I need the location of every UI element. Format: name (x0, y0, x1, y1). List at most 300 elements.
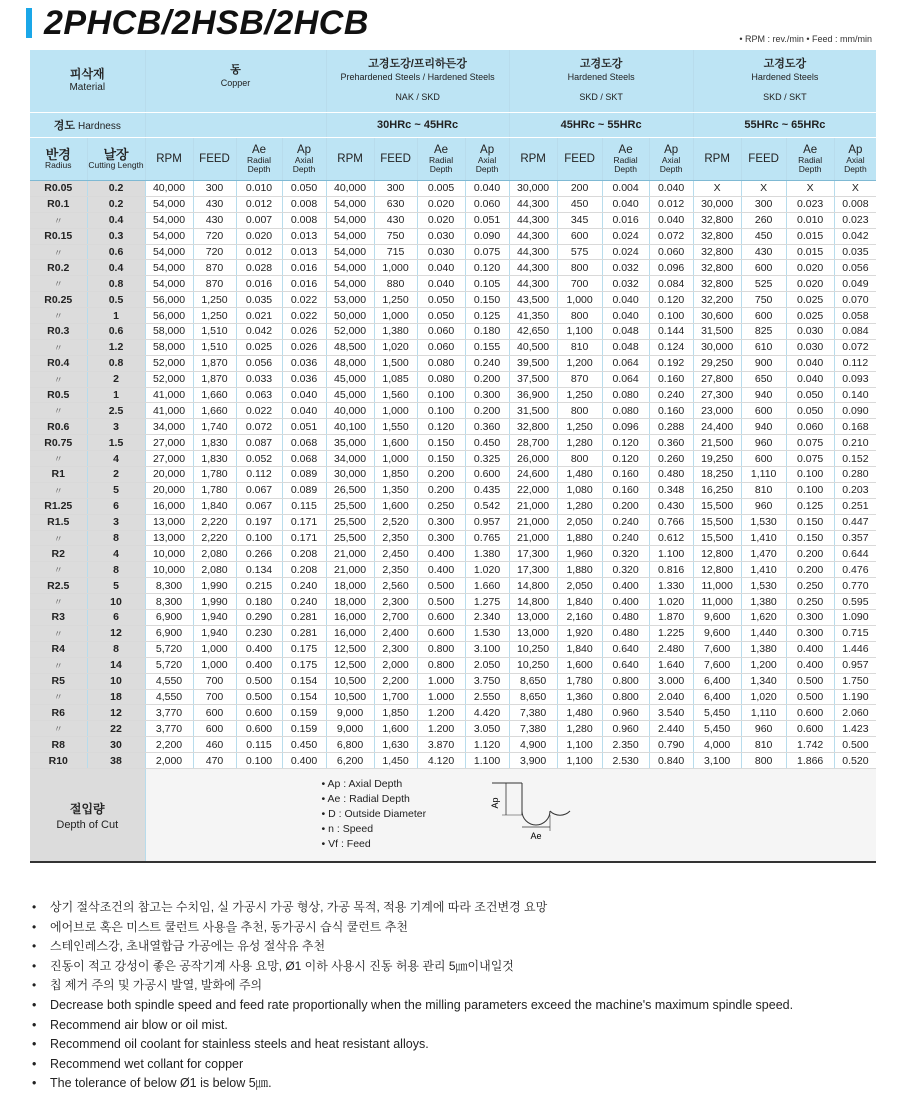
value-cell: 2,700 (374, 610, 417, 626)
value-cell: 24,400 (693, 419, 741, 435)
value-cell: 0.400 (602, 578, 649, 594)
value-cell: 0.100 (417, 387, 465, 403)
value-cell: 0.140 (834, 387, 876, 403)
value-cell: 0.180 (465, 324, 509, 340)
table-row (30, 196, 876, 212)
table-row (30, 260, 876, 276)
value-cell: 1.275 (465, 594, 509, 610)
value-cell: 800 (557, 308, 602, 324)
value-cell: 4.120 (417, 753, 465, 769)
ap-header (465, 138, 509, 181)
radius-cell: R10 (30, 753, 87, 769)
ap-header-label: Ap (664, 143, 679, 156)
note-item: • The tolerance of below Ø1 is below 5㎛. (30, 1074, 793, 1094)
value-cell: 1,660 (193, 387, 236, 403)
note-item: • Recommend oil coolant for stainless steels and heat resistant alloys. (30, 1035, 793, 1055)
value-cell: 0.159 (282, 721, 326, 737)
note-item: • 에어브로 혹은 미스트 쿨런트 사용을 추천, 동가공시 습식 쿨런트 추천 (30, 918, 547, 938)
value-cell: 41,350 (509, 308, 557, 324)
value-cell: 5,720 (145, 657, 193, 673)
radius-cell: R0.75 (30, 435, 87, 451)
value-cell: 300 (193, 181, 236, 197)
value-cell: 0.500 (786, 673, 834, 689)
depth-legend (322, 777, 427, 852)
length-cell: 6 (87, 498, 145, 514)
value-cell: 1,020 (741, 689, 786, 705)
value-cell: 18,250 (693, 467, 741, 483)
ae-header-label: Ae (803, 143, 818, 156)
length-cell: 38 (87, 753, 145, 769)
value-cell: 5,450 (693, 721, 741, 737)
value-cell: 1,960 (557, 546, 602, 562)
value-cell: 0.240 (649, 387, 693, 403)
rpm-header-label: RPM (520, 152, 546, 165)
radius-cell: R0.05 (30, 181, 87, 197)
value-cell: 1,200 (741, 657, 786, 673)
value-cell: 0.090 (834, 403, 876, 419)
value-cell: 31,500 (509, 403, 557, 419)
radius-cell: 〃 (30, 244, 87, 260)
value-cell: 39,500 (509, 355, 557, 371)
value-cell: 0.175 (282, 657, 326, 673)
value-cell: 450 (741, 228, 786, 244)
table-row (30, 594, 876, 610)
rpm-header (326, 138, 374, 181)
title-accent-bar (26, 8, 32, 38)
value-cell: 0.160 (602, 482, 649, 498)
value-cell: 0.120 (417, 419, 465, 435)
hardness-range-0 (145, 113, 326, 138)
radius-cell: 〃 (30, 657, 87, 673)
value-cell: 0.500 (417, 578, 465, 594)
length-cell: 4 (87, 451, 145, 467)
value-cell: 50,000 (326, 308, 374, 324)
value-cell: 13,000 (509, 625, 557, 641)
radius-cell: R0.3 (30, 324, 87, 340)
value-cell: 0.052 (236, 451, 282, 467)
value-cell: 0.020 (417, 212, 465, 228)
value-cell: 600 (741, 308, 786, 324)
radius-cell: R0.25 (30, 292, 87, 308)
value-cell: 0.640 (602, 657, 649, 673)
value-cell: 11,000 (693, 578, 741, 594)
value-cell: 0.400 (602, 594, 649, 610)
length-cell: 14 (87, 657, 145, 673)
value-cell: 12,500 (326, 657, 374, 673)
value-cell: 0.192 (649, 355, 693, 371)
value-cell: 16,000 (326, 610, 374, 626)
table-row (30, 530, 876, 546)
table-row (30, 673, 876, 689)
value-cell: 13,000 (145, 530, 193, 546)
value-cell: 0.150 (786, 530, 834, 546)
hardness-range-3: 55HRc ~ 65HRc (693, 113, 876, 138)
value-cell: 0.060 (786, 419, 834, 435)
value-cell: 7,600 (693, 657, 741, 673)
value-cell: 20,000 (145, 482, 193, 498)
value-cell: 54,000 (145, 212, 193, 228)
value-cell: 0.542 (465, 498, 509, 514)
value-cell: 0.500 (786, 689, 834, 705)
value-cell: 1,480 (557, 467, 602, 483)
depth-ko: 절입량 (69, 802, 105, 817)
value-cell: 0.067 (236, 482, 282, 498)
length-cell: 0.8 (87, 276, 145, 292)
table-row (30, 355, 876, 371)
length-cell: 0.2 (87, 196, 145, 212)
length-ko: 날장 (103, 146, 129, 162)
value-cell: 14,800 (509, 594, 557, 610)
feed-header-label: FEED (380, 152, 411, 165)
table-row (30, 435, 876, 451)
value-cell: 30,000 (509, 181, 557, 197)
value-cell: 8,650 (509, 689, 557, 705)
value-cell: 1.200 (417, 721, 465, 737)
ae-header-sub: Radial Depth (613, 154, 638, 175)
value-cell: 0.100 (786, 467, 834, 483)
value-cell: 1.660 (465, 578, 509, 594)
value-cell: 12,800 (693, 546, 741, 562)
value-cell: 4,550 (145, 673, 193, 689)
value-cell: 0.100 (236, 530, 282, 546)
rpm-header-label: RPM (156, 152, 182, 165)
value-cell: 0.600 (236, 705, 282, 721)
value-cell: 16,000 (326, 625, 374, 641)
value-cell: 0.025 (236, 339, 282, 355)
length-cell: 1 (87, 387, 145, 403)
value-cell: 13,000 (145, 514, 193, 530)
length-cell: 6 (87, 610, 145, 626)
value-cell: 0.281 (282, 625, 326, 641)
value-cell: 0.015 (786, 244, 834, 260)
value-cell: 1.380 (465, 546, 509, 562)
value-cell: 1,850 (374, 705, 417, 721)
value-cell: 0.020 (417, 196, 465, 212)
group-spec: SKD / SKT (763, 92, 807, 103)
material-en: Material (69, 82, 106, 94)
table-row (30, 292, 876, 308)
hardness-en: Hardness (78, 121, 121, 132)
length-cell: 0.6 (87, 244, 145, 260)
value-cell: 0.447 (834, 514, 876, 530)
value-cell: 0.600 (417, 610, 465, 626)
value-cell: 5,450 (693, 705, 741, 721)
value-cell: 7,380 (509, 705, 557, 721)
value-cell: 0.040 (602, 196, 649, 212)
value-cell: 2,300 (374, 641, 417, 657)
value-cell: 0.008 (282, 196, 326, 212)
value-cell: 0.250 (786, 578, 834, 594)
table-row (30, 467, 876, 483)
radius-cell: R1 (30, 467, 87, 483)
value-cell: 1,250 (193, 292, 236, 308)
table-row (30, 482, 876, 498)
length-cell: 0.4 (87, 260, 145, 276)
value-cell: 0.520 (834, 753, 876, 769)
value-cell: 1.870 (649, 610, 693, 626)
radius-cell: 〃 (30, 212, 87, 228)
ae-header-sub: Radial Depth (798, 154, 823, 175)
value-cell: 8,300 (145, 594, 193, 610)
group-header-1 (326, 50, 509, 113)
value-cell: 1,085 (374, 371, 417, 387)
value-cell: 1,990 (193, 578, 236, 594)
value-cell: 54,000 (326, 228, 374, 244)
ap-header-label: Ap (848, 143, 863, 156)
value-cell: 0.500 (417, 594, 465, 610)
value-cell: 41,000 (145, 387, 193, 403)
value-cell: 0.171 (282, 530, 326, 546)
value-cell: 0.040 (417, 276, 465, 292)
value-cell: 0.480 (602, 610, 649, 626)
value-cell: 16,250 (693, 482, 741, 498)
value-cell: 3.000 (649, 673, 693, 689)
value-cell: 0.087 (236, 435, 282, 451)
value-cell: 0.048 (602, 339, 649, 355)
value-cell: 1,360 (557, 689, 602, 705)
value-cell: 0.250 (786, 594, 834, 610)
value-cell: 0.072 (834, 339, 876, 355)
length-cell: 22 (87, 721, 145, 737)
value-cell: 0.040 (282, 403, 326, 419)
value-cell: 1.640 (649, 657, 693, 673)
value-cell: 0.357 (834, 530, 876, 546)
value-cell: 600 (557, 228, 602, 244)
length-cell: 0.8 (87, 355, 145, 371)
value-cell: 0.960 (602, 705, 649, 721)
value-cell: 870 (557, 371, 602, 387)
value-cell: 1,280 (557, 435, 602, 451)
value-cell: 54,000 (326, 196, 374, 212)
value-cell: 2,200 (145, 737, 193, 753)
value-cell: 0.036 (282, 355, 326, 371)
value-cell: 35,000 (326, 435, 374, 451)
value-cell: 0.300 (417, 530, 465, 546)
value-cell: 41,000 (145, 403, 193, 419)
feed-header (557, 138, 602, 181)
value-cell: 880 (374, 276, 417, 292)
value-cell: 30,000 (693, 196, 741, 212)
value-cell: 52,000 (145, 355, 193, 371)
value-cell: 1,000 (557, 292, 602, 308)
value-cell: 1.742 (786, 737, 834, 753)
group-ko: 동 (230, 64, 241, 76)
value-cell: 0.115 (282, 498, 326, 514)
ae-header (786, 138, 834, 181)
value-cell: 2,000 (145, 753, 193, 769)
value-cell: 1,600 (374, 721, 417, 737)
value-cell: 0.300 (786, 625, 834, 641)
value-cell: 16,000 (145, 498, 193, 514)
value-cell: 0.215 (236, 578, 282, 594)
value-cell: 52,000 (145, 371, 193, 387)
value-cell: 0.200 (417, 482, 465, 498)
value-cell: 960 (741, 435, 786, 451)
value-cell: 1,250 (557, 419, 602, 435)
value-cell: 1,280 (557, 498, 602, 514)
radius-cell: R8 (30, 737, 87, 753)
ap-header (834, 138, 876, 181)
value-cell: 0.056 (236, 355, 282, 371)
value-cell: 40,000 (145, 181, 193, 197)
value-cell: 0.008 (282, 212, 326, 228)
value-cell: 2.040 (649, 689, 693, 705)
value-cell: 13,000 (509, 610, 557, 626)
value-cell: 25,500 (326, 498, 374, 514)
notes-english (30, 996, 793, 1094)
value-cell: 54,000 (145, 260, 193, 276)
radius-cell: R1.25 (30, 498, 87, 514)
value-cell: 0.208 (282, 546, 326, 562)
length-cell: 0.3 (87, 228, 145, 244)
value-cell: 0.026 (282, 324, 326, 340)
depth-of-cut-panel (145, 768, 876, 862)
value-cell: 9,600 (693, 625, 741, 641)
value-cell: X (786, 181, 834, 197)
value-cell: 40,500 (509, 339, 557, 355)
table-row (30, 625, 876, 641)
notes-korean (30, 898, 547, 996)
legend-item: • Ap : Axial Depth (321, 777, 403, 790)
radius-cell: 〃 (30, 276, 87, 292)
value-cell: 54,000 (326, 276, 374, 292)
value-cell: 430 (374, 212, 417, 228)
value-cell: 7,600 (693, 641, 741, 657)
ap-header-sub: Axial Depth (844, 154, 867, 175)
value-cell: 0.012 (236, 196, 282, 212)
group-en: Hardened Steels (567, 72, 635, 83)
value-cell: 0.012 (236, 244, 282, 260)
value-cell: 0.400 (236, 657, 282, 673)
value-cell: 30,600 (693, 308, 741, 324)
value-cell: 45,000 (326, 387, 374, 403)
feed-header (741, 138, 786, 181)
group-header-2 (509, 50, 693, 113)
value-cell: 0.281 (282, 610, 326, 626)
value-cell: 15,500 (693, 498, 741, 514)
value-cell: 0.125 (786, 498, 834, 514)
value-cell: 2,160 (557, 610, 602, 626)
value-cell: 10,250 (509, 641, 557, 657)
material-ko: 피삭재 (69, 67, 105, 82)
value-cell: 0.040 (786, 371, 834, 387)
value-cell: 2,400 (374, 625, 417, 641)
value-cell: 32,800 (509, 419, 557, 435)
diagram-ae-label: Ae (530, 830, 542, 841)
radius-cell: 〃 (30, 689, 87, 705)
rpm-header (145, 138, 193, 181)
value-cell: 53,000 (326, 292, 374, 308)
value-cell: 2,080 (193, 546, 236, 562)
value-cell: 0.790 (649, 737, 693, 753)
radius-ko: 반경 (45, 146, 71, 162)
value-cell: 0.010 (786, 212, 834, 228)
value-cell: 0.080 (417, 355, 465, 371)
value-cell: 26,000 (509, 451, 557, 467)
value-cell: 0.096 (602, 419, 649, 435)
value-cell: 32,800 (693, 276, 741, 292)
value-cell: 30,000 (326, 467, 374, 483)
value-cell: 2,080 (193, 562, 236, 578)
value-cell: 0.765 (465, 530, 509, 546)
value-cell: 810 (741, 482, 786, 498)
radius-cell: R0.1 (30, 196, 87, 212)
value-cell: 0.105 (465, 276, 509, 292)
value-cell: 0.800 (602, 689, 649, 705)
value-cell: 3,100 (693, 753, 741, 769)
value-cell: 0.348 (649, 482, 693, 498)
value-cell: 720 (193, 244, 236, 260)
value-cell: 0.300 (417, 514, 465, 530)
value-cell: 27,000 (145, 451, 193, 467)
value-cell: 260 (741, 212, 786, 228)
value-cell: 0.063 (236, 387, 282, 403)
radius-cell: 〃 (30, 594, 87, 610)
ap-header-sub: Axial Depth (659, 154, 683, 175)
ae-header (236, 138, 282, 181)
value-cell: 650 (741, 371, 786, 387)
table-row (30, 276, 876, 292)
value-cell: 37,500 (509, 371, 557, 387)
value-cell: 940 (741, 419, 786, 435)
value-cell: 1,500 (374, 355, 417, 371)
value-cell: 460 (193, 737, 236, 753)
table-row (30, 610, 876, 626)
value-cell: 2.050 (465, 657, 509, 673)
value-cell: 0.075 (786, 435, 834, 451)
value-cell: 870 (193, 276, 236, 292)
value-cell: 0.016 (602, 212, 649, 228)
value-cell: 0.600 (786, 721, 834, 737)
radius-cell: R2.5 (30, 578, 87, 594)
value-cell: 0.288 (649, 419, 693, 435)
radius-cell: R2 (30, 546, 87, 562)
value-cell: 610 (741, 339, 786, 355)
group-en: Copper (220, 77, 251, 88)
value-cell: 1,870 (193, 355, 236, 371)
value-cell: 0.290 (236, 610, 282, 626)
radius-cell: R4 (30, 641, 87, 657)
radius-cell: R5 (30, 673, 87, 689)
depth-of-cut-diagram (462, 779, 572, 843)
length-cell: 0.4 (87, 212, 145, 228)
value-cell: 0.816 (649, 562, 693, 578)
value-cell: 0.013 (282, 228, 326, 244)
value-cell: 0.840 (649, 753, 693, 769)
value-cell: 0.008 (834, 196, 876, 212)
value-cell: 23,000 (693, 403, 741, 419)
value-cell: 600 (741, 451, 786, 467)
value-cell: 0.004 (602, 181, 649, 197)
length-cell: 3 (87, 514, 145, 530)
value-cell: 0.500 (236, 689, 282, 705)
value-cell: 0.124 (649, 339, 693, 355)
ae-header-label: Ae (251, 143, 267, 156)
table-row (30, 324, 876, 340)
length-cell: 1.5 (87, 435, 145, 451)
value-cell: 32,800 (693, 244, 741, 260)
value-cell: 2.350 (602, 737, 649, 753)
value-cell: 1,850 (374, 467, 417, 483)
value-cell: 21,000 (509, 514, 557, 530)
value-cell: 1,000 (374, 308, 417, 324)
value-cell: 3.540 (649, 705, 693, 721)
cutting-conditions-table (30, 50, 876, 863)
value-cell: 0.040 (786, 355, 834, 371)
value-cell: 34,000 (145, 419, 193, 435)
value-cell: 44,300 (509, 244, 557, 260)
value-cell: 2,350 (374, 530, 417, 546)
